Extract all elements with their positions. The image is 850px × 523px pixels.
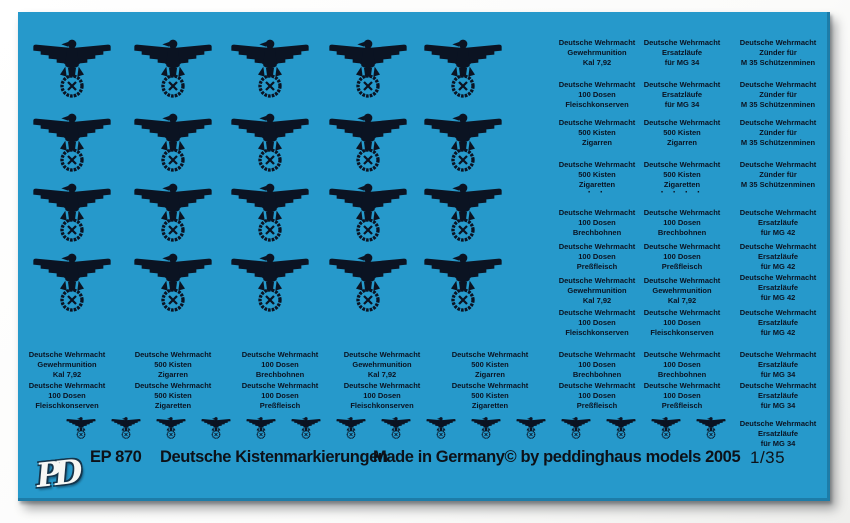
decal-label-text xyxy=(430,381,550,411)
label-line: Deutsche Wehrmacht xyxy=(134,381,212,390)
label-line: Gewehrmunition xyxy=(567,286,627,295)
label-line: Zigaretten xyxy=(578,180,616,189)
label-line: Deutsche Wehrmacht xyxy=(643,308,721,317)
label-line: Preßfleisch xyxy=(661,262,703,271)
wehrmacht-eagle-icon xyxy=(516,416,546,441)
wehrmacht-eagle-icon xyxy=(227,182,313,246)
decal-label-text xyxy=(718,419,838,449)
label-line: 100 Dosen xyxy=(578,318,616,327)
label-line: Deutsche Wehrmacht xyxy=(558,381,636,390)
decal-label-text xyxy=(718,160,838,190)
label-line: 100 Dosen xyxy=(363,391,401,400)
label-line: Zigarren xyxy=(474,370,505,379)
wehrmacht-eagle-icon xyxy=(130,182,216,246)
label-line: Kal 7,92 xyxy=(582,58,612,67)
decal-label-text xyxy=(718,80,838,110)
sheet-title: Deutsche Kistenmarkierungen xyxy=(160,448,388,466)
label-line: 100 Dosen xyxy=(578,90,616,99)
wehrmacht-eagle-icon xyxy=(651,416,681,441)
label-line: Deutsche Wehrmacht xyxy=(241,381,319,390)
label-line: Preßfleisch xyxy=(576,262,618,271)
wehrmacht-eagle-icon xyxy=(420,112,506,176)
wehrmacht-eagle-icon xyxy=(201,416,231,441)
decal-label-text xyxy=(322,350,442,380)
wehrmacht-eagle-icon xyxy=(606,416,636,441)
label-line: Zigaretten xyxy=(471,401,509,410)
label-line: Deutsche Wehrmacht xyxy=(134,350,212,359)
label-line: Deutsche Wehrmacht xyxy=(739,242,817,251)
decal-label-text xyxy=(718,242,838,272)
label-line: Ersatzläufe xyxy=(757,283,799,292)
wehrmacht-eagle-icon xyxy=(29,38,115,102)
label-line: Ersatzläufe xyxy=(661,48,703,57)
registration-dots: · · xyxy=(587,187,607,198)
wehrmacht-eagle-icon xyxy=(29,252,115,316)
label-line: 500 Kisten xyxy=(154,360,192,369)
wehrmacht-eagle-icon xyxy=(420,182,506,246)
label-line: Deutsche Wehrmacht xyxy=(558,308,636,317)
label-line: 100 Dosen xyxy=(663,252,701,261)
label-line: Zünder für xyxy=(759,48,797,57)
wehrmacht-eagle-icon xyxy=(420,252,506,316)
wehrmacht-eagle-icon xyxy=(426,416,456,441)
label-line: 100 Dosen xyxy=(261,391,299,400)
label-line: Zünder für xyxy=(759,170,797,179)
wehrmacht-eagle-icon xyxy=(420,38,506,102)
label-line: 100 Dosen xyxy=(663,391,701,400)
label-line: Zünder für xyxy=(759,128,797,137)
label-line: 500 Kisten xyxy=(154,391,192,400)
label-line: Ersatzläufe xyxy=(757,391,799,400)
wehrmacht-eagle-icon xyxy=(561,416,591,441)
label-line: Deutsche Wehrmacht xyxy=(643,160,721,169)
decal-label-text xyxy=(7,381,127,411)
label-line: Deutsche Wehrmacht xyxy=(739,118,817,127)
product-code: EP 870 xyxy=(90,448,142,466)
label-line: Zigaretten xyxy=(663,180,701,189)
label-line: 500 Kisten xyxy=(471,360,509,369)
label-line: 100 Dosen xyxy=(48,391,86,400)
wehrmacht-eagle-icon xyxy=(66,416,96,441)
wehrmacht-eagle-icon xyxy=(227,38,313,102)
wehrmacht-eagle-icon xyxy=(381,416,411,441)
label-line: Fleischkonserven xyxy=(350,401,414,410)
wehrmacht-eagle-icon xyxy=(325,252,411,316)
decal-label-text xyxy=(430,350,550,380)
label-line: Deutsche Wehrmacht xyxy=(739,350,817,359)
label-line: Deutsche Wehrmacht xyxy=(643,381,721,390)
wehrmacht-eagle-icon xyxy=(471,416,501,441)
wehrmacht-eagle-icon xyxy=(130,112,216,176)
label-line: Deutsche Wehrmacht xyxy=(739,208,817,217)
label-line: für MG 42 xyxy=(760,228,796,237)
label-line: 100 Dosen xyxy=(663,218,701,227)
decal-sheet xyxy=(18,12,830,501)
label-line: 500 Kisten xyxy=(578,128,616,137)
label-line: Gewehrmunition xyxy=(352,360,412,369)
label-line: Deutsche Wehrmacht xyxy=(28,381,106,390)
label-line: M 35 Schützenminen xyxy=(740,100,816,109)
wehrmacht-eagle-icon xyxy=(227,252,313,316)
label-line: Deutsche Wehrmacht xyxy=(643,118,721,127)
label-line: für MG 42 xyxy=(760,328,796,337)
label-line: für MG 34 xyxy=(760,370,796,379)
label-line: Zigarren xyxy=(666,138,697,147)
decal-label-text xyxy=(718,308,838,338)
label-line: Gewehrmunition xyxy=(652,286,712,295)
label-line: Fleischkonserven xyxy=(565,328,629,337)
label-line: Ersatzläufe xyxy=(757,360,799,369)
label-line: 100 Dosen xyxy=(578,391,616,400)
label-line: Ersatzläufe xyxy=(757,218,799,227)
wehrmacht-eagle-icon xyxy=(291,416,321,441)
wehrmacht-eagle-icon xyxy=(111,416,141,441)
label-line: 500 Kisten xyxy=(663,128,701,137)
registration-dots: · · · · xyxy=(660,187,704,198)
label-line: Deutsche Wehrmacht xyxy=(643,350,721,359)
label-line: Ersatzläufe xyxy=(757,318,799,327)
label-line: Deutsche Wehrmacht xyxy=(739,160,817,169)
label-line: für MG 34 xyxy=(664,100,700,109)
label-line: 500 Kisten xyxy=(663,170,701,179)
wehrmacht-eagle-icon xyxy=(156,416,186,441)
label-line: Deutsche Wehrmacht xyxy=(343,381,421,390)
label-line: Deutsche Wehrmacht xyxy=(739,80,817,89)
decal-label-text xyxy=(718,38,838,68)
wehrmacht-eagle-icon xyxy=(325,182,411,246)
decal-label-text xyxy=(718,350,838,380)
label-line: Ersatzläufe xyxy=(757,429,799,438)
wehrmacht-eagle-icon xyxy=(227,112,313,176)
label-line: Deutsche Wehrmacht xyxy=(558,160,636,169)
label-line: Deutsche Wehrmacht xyxy=(558,242,636,251)
wehrmacht-eagle-icon xyxy=(29,112,115,176)
label-line: Zigaretten xyxy=(154,401,192,410)
label-line: für MG 42 xyxy=(760,262,796,271)
decal-label-text xyxy=(718,208,838,238)
label-line: 500 Kisten xyxy=(578,170,616,179)
label-line: Deutsche Wehrmacht xyxy=(241,350,319,359)
label-line: M 35 Schützenminen xyxy=(740,58,816,67)
label-line: Kal 7,92 xyxy=(667,296,697,305)
decal-label-text xyxy=(718,118,838,148)
label-line: Preßfleisch xyxy=(661,401,703,410)
label-line: Zünder für xyxy=(759,90,797,99)
wehrmacht-eagle-icon xyxy=(246,416,276,441)
label-line: für MG 34 xyxy=(760,439,796,448)
label-line: Deutsche Wehrmacht xyxy=(739,419,817,428)
label-line: Deutsche Wehrmacht xyxy=(558,350,636,359)
label-line: 100 Dosen xyxy=(663,360,701,369)
made-in-text: Made in Germany© by peddinghaus models 2005 xyxy=(373,448,741,466)
label-line: Fleischkonserven xyxy=(650,328,714,337)
label-line: Gewehrmunition xyxy=(37,360,97,369)
decal-label-text xyxy=(718,381,838,411)
label-line: Ersatzläufe xyxy=(757,252,799,261)
label-line: Deutsche Wehrmacht xyxy=(739,273,817,282)
label-line: für MG 42 xyxy=(760,293,796,302)
label-line: Deutsche Wehrmacht xyxy=(643,80,721,89)
label-line: Fleischkonserven xyxy=(35,401,99,410)
label-line: Brechbohnen xyxy=(657,228,707,237)
label-line: Zigarren xyxy=(157,370,188,379)
label-line: Fleischkonserven xyxy=(565,100,629,109)
label-line: Preßfleisch xyxy=(259,401,301,410)
label-line: Brechbohnen xyxy=(572,370,622,379)
label-line: Deutsche Wehrmacht xyxy=(558,276,636,285)
label-line: 100 Dosen xyxy=(663,318,701,327)
decal-label-text xyxy=(718,273,838,303)
label-line: Deutsche Wehrmacht xyxy=(558,80,636,89)
label-line: Kal 7,92 xyxy=(582,296,612,305)
label-line: 100 Dosen xyxy=(578,218,616,227)
wehrmacht-eagle-icon xyxy=(336,416,366,441)
label-line: Brechbohnen xyxy=(255,370,305,379)
label-line: für MG 34 xyxy=(664,58,700,67)
label-line: Brechbohnen xyxy=(657,370,707,379)
label-line: 100 Dosen xyxy=(578,360,616,369)
label-line: Deutsche Wehrmacht xyxy=(739,38,817,47)
label-line: Deutsche Wehrmacht xyxy=(558,38,636,47)
wehrmacht-eagle-icon xyxy=(130,252,216,316)
decal-label-text xyxy=(7,350,127,380)
label-line: 100 Dosen xyxy=(578,252,616,261)
wehrmacht-eagle-icon xyxy=(325,38,411,102)
decal-label-text xyxy=(322,381,442,411)
label-line: Deutsche Wehrmacht xyxy=(643,38,721,47)
wehrmacht-eagle-icon xyxy=(696,416,726,441)
label-line: Deutsche Wehrmacht xyxy=(643,276,721,285)
label-line: Deutsche Wehrmacht xyxy=(643,208,721,217)
scale-text: 1/35 xyxy=(750,448,786,467)
label-line: für MG 34 xyxy=(760,401,796,410)
label-line: Deutsche Wehrmacht xyxy=(558,118,636,127)
wehrmacht-eagle-icon xyxy=(29,182,115,246)
decal-label-text xyxy=(113,381,233,411)
label-line: Deutsche Wehrmacht xyxy=(739,308,817,317)
label-line: 500 Kisten xyxy=(471,391,509,400)
label-line: Deutsche Wehrmacht xyxy=(739,381,817,390)
decal-label-text xyxy=(113,350,233,380)
label-line: Deutsche Wehrmacht xyxy=(558,208,636,217)
label-line: Gewehrmunition xyxy=(567,48,627,57)
peddinghaus-logo: PD xyxy=(34,452,78,495)
wehrmacht-eagle-icon xyxy=(130,38,216,102)
label-line: Kal 7,92 xyxy=(52,370,82,379)
label-line: Deutsche Wehrmacht xyxy=(28,350,106,359)
label-line: Deutsche Wehrmacht xyxy=(343,350,421,359)
label-line: M 35 Schützenminen xyxy=(740,138,816,147)
label-line: Deutsche Wehrmacht xyxy=(451,381,529,390)
wehrmacht-eagle-icon xyxy=(325,112,411,176)
label-line: Zigarren xyxy=(581,138,612,147)
label-line: Ersatzläufe xyxy=(661,90,703,99)
label-line: Brechbohnen xyxy=(572,228,622,237)
label-line: Kal 7,92 xyxy=(367,370,397,379)
label-line: Deutsche Wehrmacht xyxy=(643,242,721,251)
label-line: M 35 Schützenminen xyxy=(740,180,816,189)
label-line: 100 Dosen xyxy=(261,360,299,369)
label-line: Deutsche Wehrmacht xyxy=(451,350,529,359)
label-line: Preßfleisch xyxy=(576,401,618,410)
